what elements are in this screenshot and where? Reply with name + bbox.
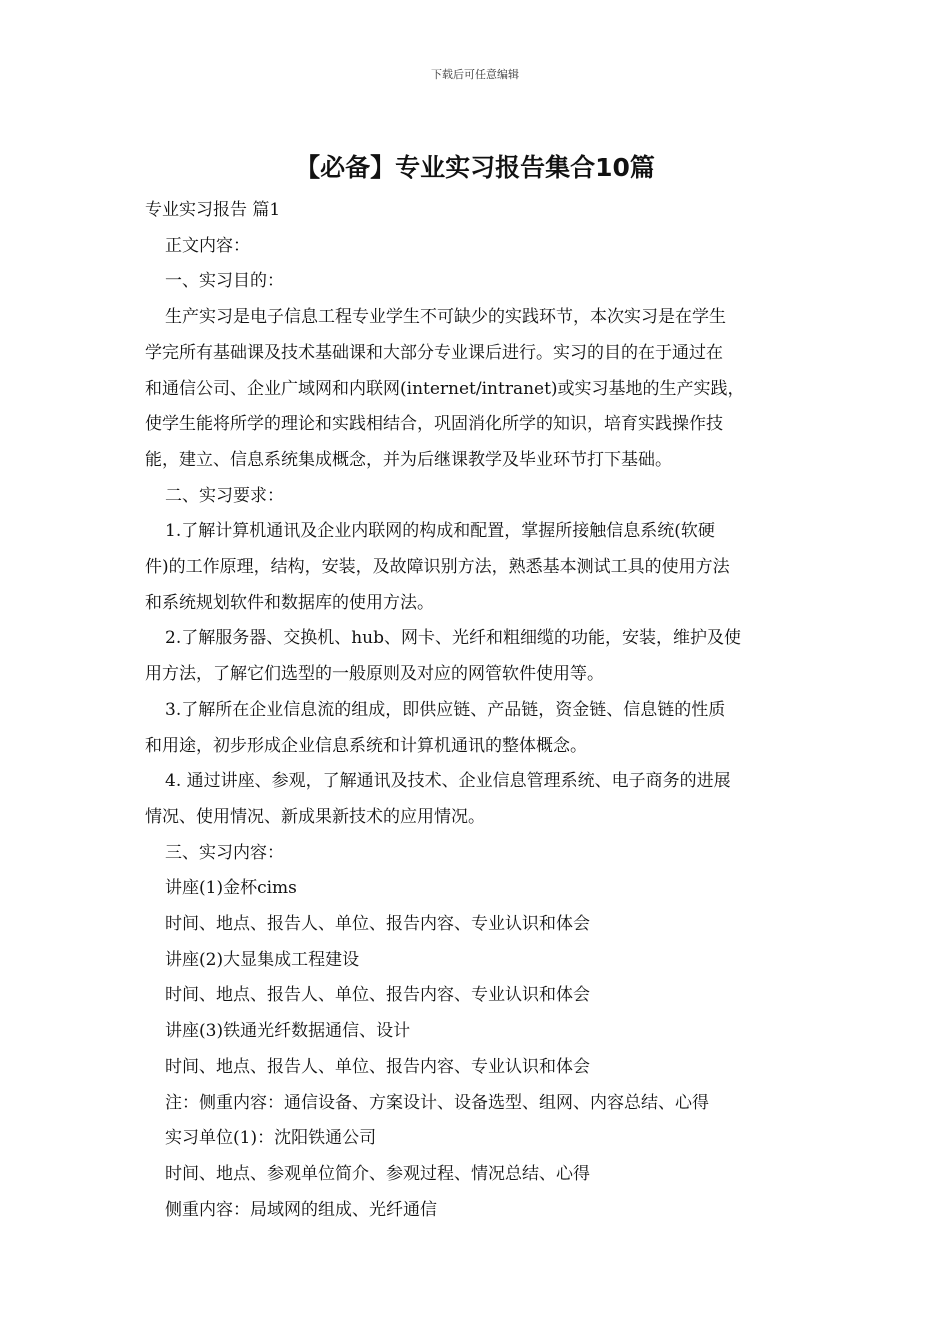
text-line: 时间、地点、报告人、单位、报告内容、专业认识和体会 (165, 914, 590, 935)
paragraph-line: 件)的工作原理，结构，安装，及故障识别方法，熟悉基本测试工具的使用方法 (145, 557, 730, 578)
text-line: 二、实习要求： (165, 485, 284, 506)
text-line: 三、实习内容： (165, 842, 284, 863)
header-note: 下载后可任意编辑 (431, 68, 519, 81)
paragraph-line: 4. 通过讲座、参观，了解通讯及技术、企业信息管理系统、电子商务的进展 (165, 771, 731, 792)
document-title: 【必备】专业实习报告集合10篇 (295, 153, 655, 182)
paragraph-line: 和通信公司、企业广域网和内联网(internet/intranet)或实习基地的生产实践， (145, 378, 745, 399)
text-line: 时间、地点、报告人、单位、报告内容、专业认识和体会 (165, 1056, 590, 1077)
document-body (145, 193, 815, 1228)
paragraph-line: 用方法，了解它们选型的一般原则及对应的网管软件使用等。 (145, 664, 604, 685)
paragraph-line: 和系统规划软件和数据库的使用方法。 (145, 592, 434, 613)
text-line: 正文内容： (165, 235, 250, 256)
paragraph-line: 和用途，初步形成企业信息系统和计算机通讯的整体概念。 (145, 735, 587, 756)
paragraph-line: 3.了解所在企业信息流的组成，即供应链、产品链，资金链、信息链的性质 (165, 699, 726, 720)
section-heading: 专业实习报告 篇1 (145, 200, 281, 220)
paragraph-line: 1.了解计算机通讯及企业内联网的构成和配置，掌握所接触信息系统(软硬 (165, 521, 715, 542)
text-line: 注：侧重内容：通信设备、方案设计、设备选型、组网、内容总结、心得 (165, 1092, 709, 1113)
paragraph-line: 使学生能将所学的理论和实践相结合，巩固消化所学的知识，培育实践操作技 (145, 414, 723, 435)
text-line: 时间、地点、报告人、单位、报告内容、专业认识和体会 (165, 985, 590, 1006)
text-line: 侧重内容：局域网的组成、光纤通信 (165, 1199, 437, 1220)
paragraph-line: 能，建立、信息系统集成概念，并为后继课教学及毕业环节打下基础。 (145, 449, 672, 470)
text-line: 一、实习目的： (165, 271, 284, 292)
text-line: 讲座(2)大显集成工程建设 (165, 949, 360, 970)
paragraph-line: 2.了解服务器、交换机、hub、网卡、光纤和粗细缆的功能，安装，维护及使 (165, 628, 741, 649)
text-line: 实习单位(1)：沈阳铁通公司 (165, 1128, 377, 1149)
paragraph-line: 情况、使用情况、新成果新技术的应用情况。 (145, 806, 485, 827)
paragraph-line: 学完所有基础课及技术基础课和大部分专业课后进行。实习的目的在于通过在 (145, 342, 723, 363)
text-line: 讲座(1)金杯cims (165, 878, 297, 899)
text-line: 讲座(3)铁通光纤数据通信、设计 (165, 1021, 411, 1042)
paragraph-line: 生产实习是电子信息工程专业学生不可缺少的实践环节，本次实习是在学生 (165, 307, 726, 328)
text-line: 时间、地点、参观单位简介、参观过程、情况总结、心得 (165, 1163, 590, 1184)
